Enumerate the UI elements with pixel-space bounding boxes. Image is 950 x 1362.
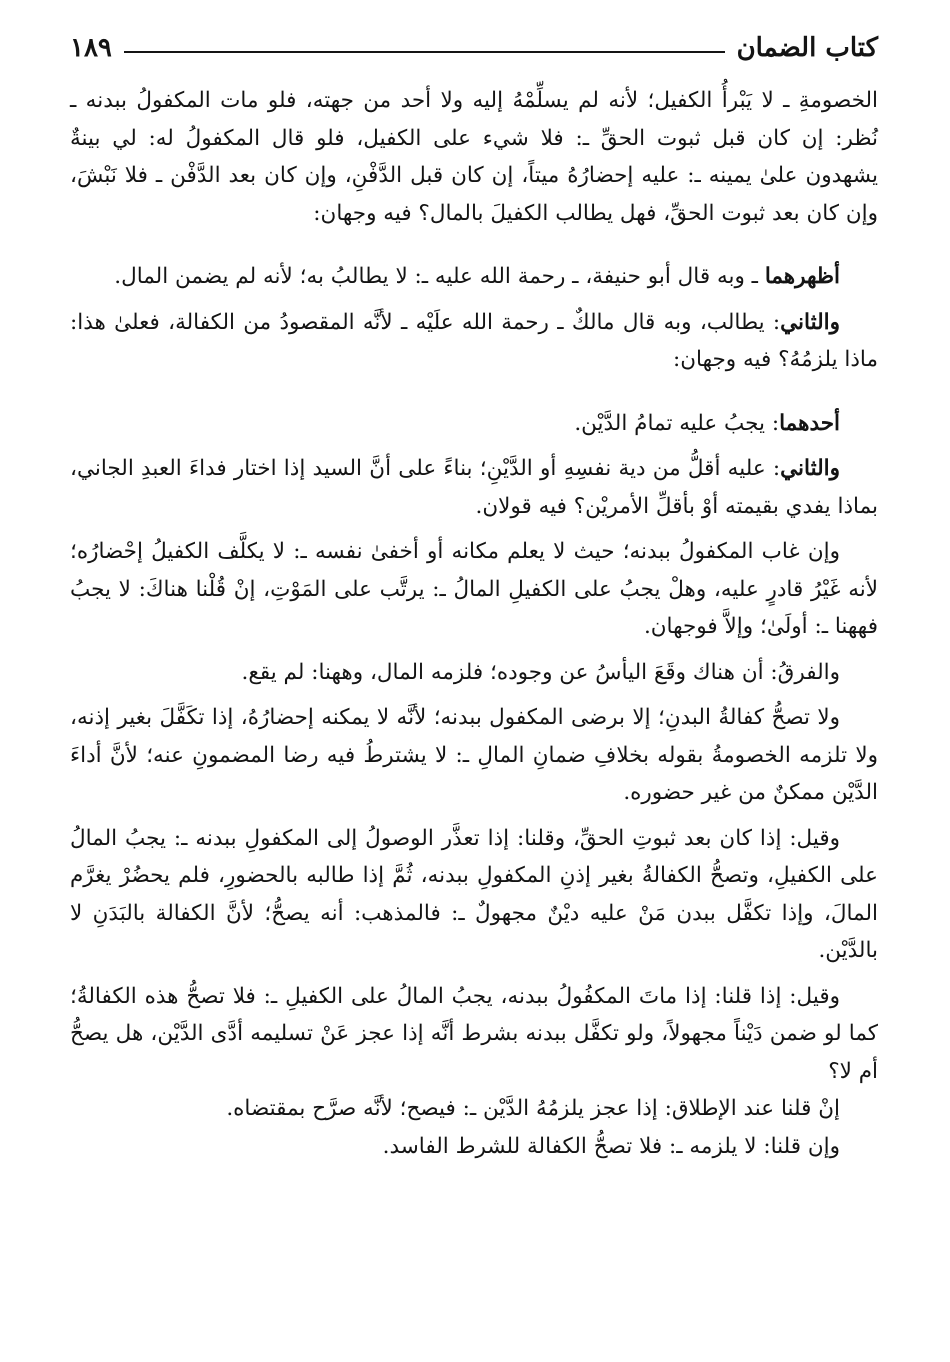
paragraph-text: : عليه أقلُّ من دية نفسِهِ أو الدَّيْنِ؛ بناءً على أنَّ السيد إذا اختار فداءَ العبدِ الجاني، بماذا يفدي بقيمته أوْ بأقلِّ الأمريْن؟ فيه قولان. (70, 456, 878, 519)
paragraph (70, 533, 878, 646)
paragraph (70, 82, 878, 232)
paragraph-text: : يطالب، وبه قال مالكٌ ـ رحمة الله علَيْه ـ لأنَّه المقصودُ من الكفالة، فعلىٰ هذا: ماذا يلزمُهُ؟ فيه وجهان: (70, 309, 878, 372)
page-header (70, 26, 878, 70)
paragraph (70, 304, 878, 379)
paragraph (70, 699, 878, 812)
paragraph-text: : يجبُ عليه تمامُ الدَّيْن. (574, 410, 780, 436)
paragraph-text: الخصومةِ ـ لا يَبْرأُ الكفيل؛ لأنه لم يسلِّمْهُ إليه ولا أحد من جهته، فلو مات المكفولُ ببدنه ـ نُظر: إن كان قبل ثبوت الحقِّ ـ: فلا شيء على الكفيل، فلو قال المكفولُ له: لي بينةٌ يشهدون علىٰ يمينه ـ: عليه إحضارُهُ ميتاً، إن كان قبل الدَّفْنِ، وإن كان بعد الدَّفْن ـ فلا نَبْشَ، وإن كان بعد ثبوت الحقِّ، فهل يطالب الكفيلَ بالمال؟ فيه وجهان: (70, 88, 878, 226)
paragraph (70, 450, 878, 525)
paragraph-text: ـ وبه قال أبو حنيفة، ـ رحمة الله عليه ـ: لا يطالبُ به؛ لأنه لم يضمن المال. (114, 264, 765, 289)
paragraph-text: وإن قلنا: لا يلزمه ـ: فلا تصحُّ الكفالة للشرط الفاسد. (382, 1133, 840, 1159)
paragraph (70, 820, 878, 970)
paragraph-lead: والثاني (780, 456, 840, 481)
page-number: ١٨٩ (70, 33, 112, 63)
paragraph-text: والفرقُ: أن هناك وقَعَ اليأسُ عن وجوده؛ فلزمه المال، وههنا: لم يقع. (241, 659, 840, 685)
paragraph (70, 258, 878, 296)
paragraph-text: إنْ قلنا عند الإطلاق: إذا عجز يلزمُهُ الدَّيْن ـ: فيصح؛ لأنَّه صرَّح بمقتضاه. (226, 1096, 840, 1121)
paragraph (70, 654, 878, 692)
paragraph-text: وإن غاب المكفولُ ببدنه؛ حيث لا يعلم مكانه أو أخفىٰ نفسه ـ: لا يكلَّف الكفيلُ إحْضارُه؛ لأنه غَيْرُ قادرٍ عليه، وهلْ يجبُ على الكفيلِ المالُ ـ: يرتَّب على المَوْتِ، إنْ قُلْنا هناكَ: لا يجبُ فههنا ـ: أولَىٰ؛ وإلاَّ فوجهان. (70, 539, 878, 639)
paragraph-text: وقيل: إذا كان بعد ثبوتِ الحقِّ، وقلنا: إذا تعذَّر الوصولُ إلى المكفولِ ببدنه ـ: يجبُ المالُ على الكفيلِ، وتصحُّ الكفالةُ بغير إذنِ المكفولِ ببدنه، ثُمَّ إذا طالبه بالحضورِ، فلم يحضُرْ يغرَّم المالَ، وإذا تكفَّل ببدن مَنْ عليه ديْنٌ مجهولٌ ـ: فالمذهب: أنه يصحُّ؛ لأنَّ الكفالة بالبَدَنِ لا بالدَّيْن. (70, 825, 878, 963)
paragraph-lead: أظهرهما (764, 264, 840, 289)
paragraph (70, 1090, 878, 1128)
chapter-title: كتاب الضمان (736, 33, 878, 63)
paragraph-lead: والثاني (780, 309, 840, 335)
paragraph-text: ولا تصحُّ كفالةُ البدنِ؛ إلا برضى المكفول ببدنه؛ لأنَّه لا يمكنه إحضارُهُ، إذا تكَفَّلَ بغير إذنه، ولا تلزمه الخصومةُ بقوله بخلافِ ضمانِ المالِ ـ: لا يشترطُ فيه رضا المضمونِ عنه؛ لأنَّ أداءَ الدَّيْن ممكنٌ من غير حضوره. (70, 705, 878, 805)
paragraph (70, 1128, 878, 1166)
paragraph-lead: أحدهما (779, 410, 840, 436)
paragraph (70, 405, 878, 443)
header-rule (124, 51, 725, 53)
paragraph (70, 978, 878, 1091)
page-body (70, 82, 878, 1165)
paragraph-text: وقيل: إذا قلنا: إذا ماتَ المكفُولُ ببدنه، يجبُ المالُ على الكفيلِ ـ: فلا تصحُّ هذه الكفالةُ؛ كما لو ضمن دَيْناً مجهولاً، ولو تكفَّل ببدنه بشرط أنَّه إذا عجز عَنْ تسليمه أدَّى الدَّيْن، هل يصحُّ أم لا؟ (70, 983, 878, 1084)
